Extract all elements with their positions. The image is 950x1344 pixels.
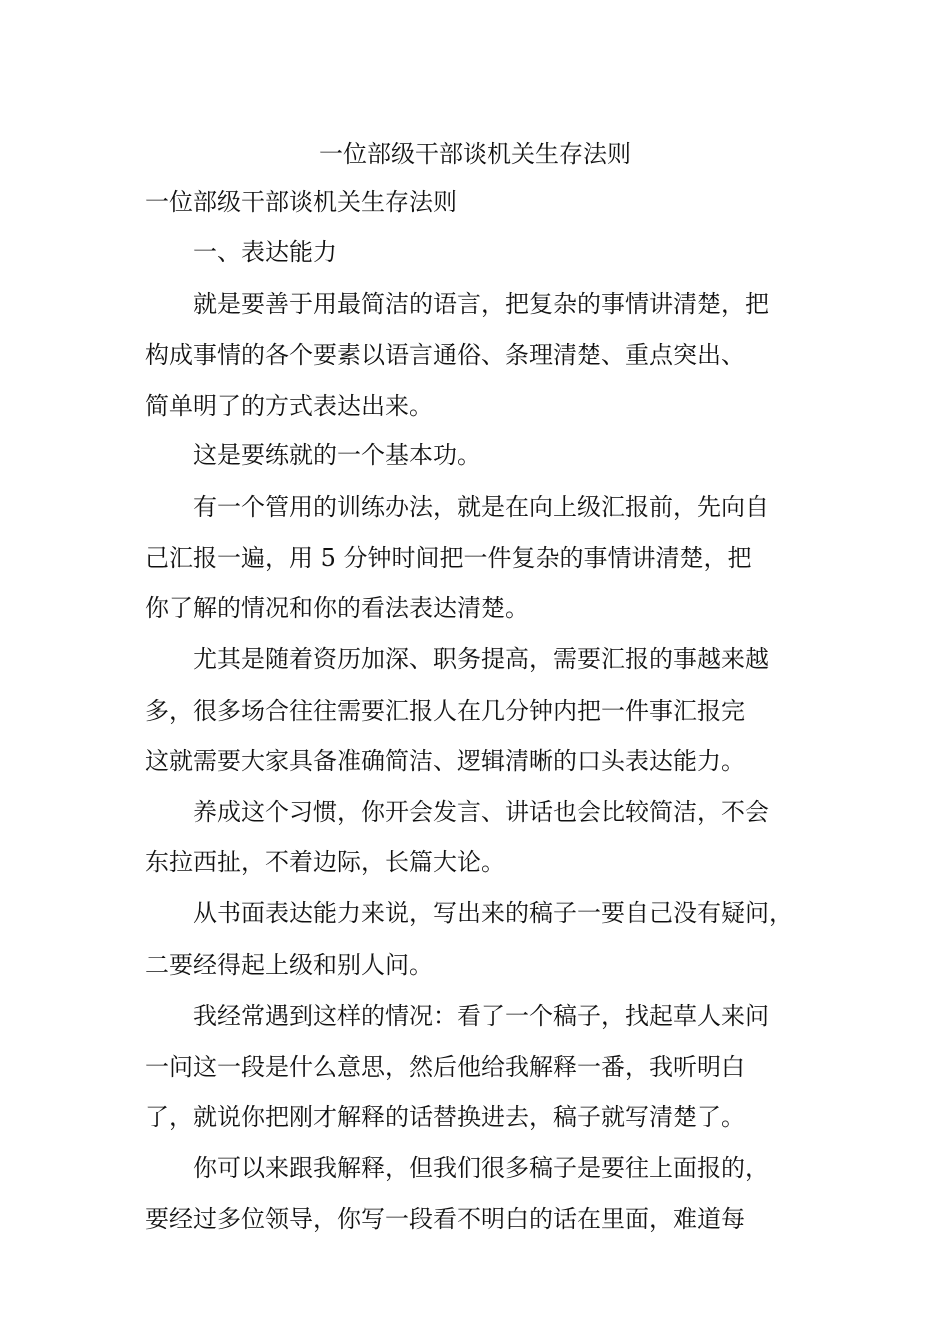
text-line: 简单明了的方式表达出来。: [145, 392, 433, 420]
text-line: 构成事情的各个要素以语言通俗、条理清楚、重点突出、: [145, 341, 745, 369]
section-heading: 一、表达能力: [193, 238, 337, 266]
text-line: 我经常遇到这样的情况：看了一个稿子，找起草人来问: [193, 1002, 769, 1030]
text-line: 东拉西扯，不着边际，长篇大论。: [145, 848, 505, 876]
text-line: 多，很多场合往往需要汇报人在几分钟内把一件事汇报完: [145, 697, 745, 725]
document-title: 一位部级干部谈机关生存法则: [319, 140, 631, 168]
text-line: 养成这个习惯，你开会发言、讲话也会比较简洁，不会: [193, 798, 769, 826]
text-line: 要经过多位领导，你写一段看不明白的话在里面，难道每: [145, 1205, 745, 1233]
text-line: 这就需要大家具备准确简洁、逻辑清晰的口头表达能力。: [145, 747, 745, 775]
text-line: 有一个管用的训练办法，就是在向上级汇报前，先向自: [193, 493, 769, 521]
subtitle-line: 一位部级干部谈机关生存法则: [145, 188, 457, 216]
text-line: 一问这一段是什么意思，然后他给我解释一番，我听明白: [145, 1053, 745, 1081]
text-line: 就是要善于用最简洁的语言，把复杂的事情讲清楚，把: [193, 290, 769, 318]
text-line: 二要经得起上级和别人问。: [145, 951, 433, 979]
text-line: 你可以来跟我解释，但我们很多稿子是要往上面报的，: [193, 1154, 769, 1182]
text-line: 尤其是随着资历加深、职务提高，需要汇报的事越来越: [193, 645, 769, 673]
text-line: 了，就说你把刚才解释的话替换进去，稿子就写清楚了。: [145, 1103, 745, 1131]
text-line: 从书面表达能力来说，写出来的稿子一要自己没有疑问，: [193, 899, 793, 927]
text-line: 己汇报一遍，用 5 分钟时间把一件复杂的事情讲清楚，把: [145, 544, 752, 572]
text-line: 你了解的情况和你的看法表达清楚。: [145, 594, 529, 622]
text-line: 这是要练就的一个基本功。: [193, 441, 481, 469]
